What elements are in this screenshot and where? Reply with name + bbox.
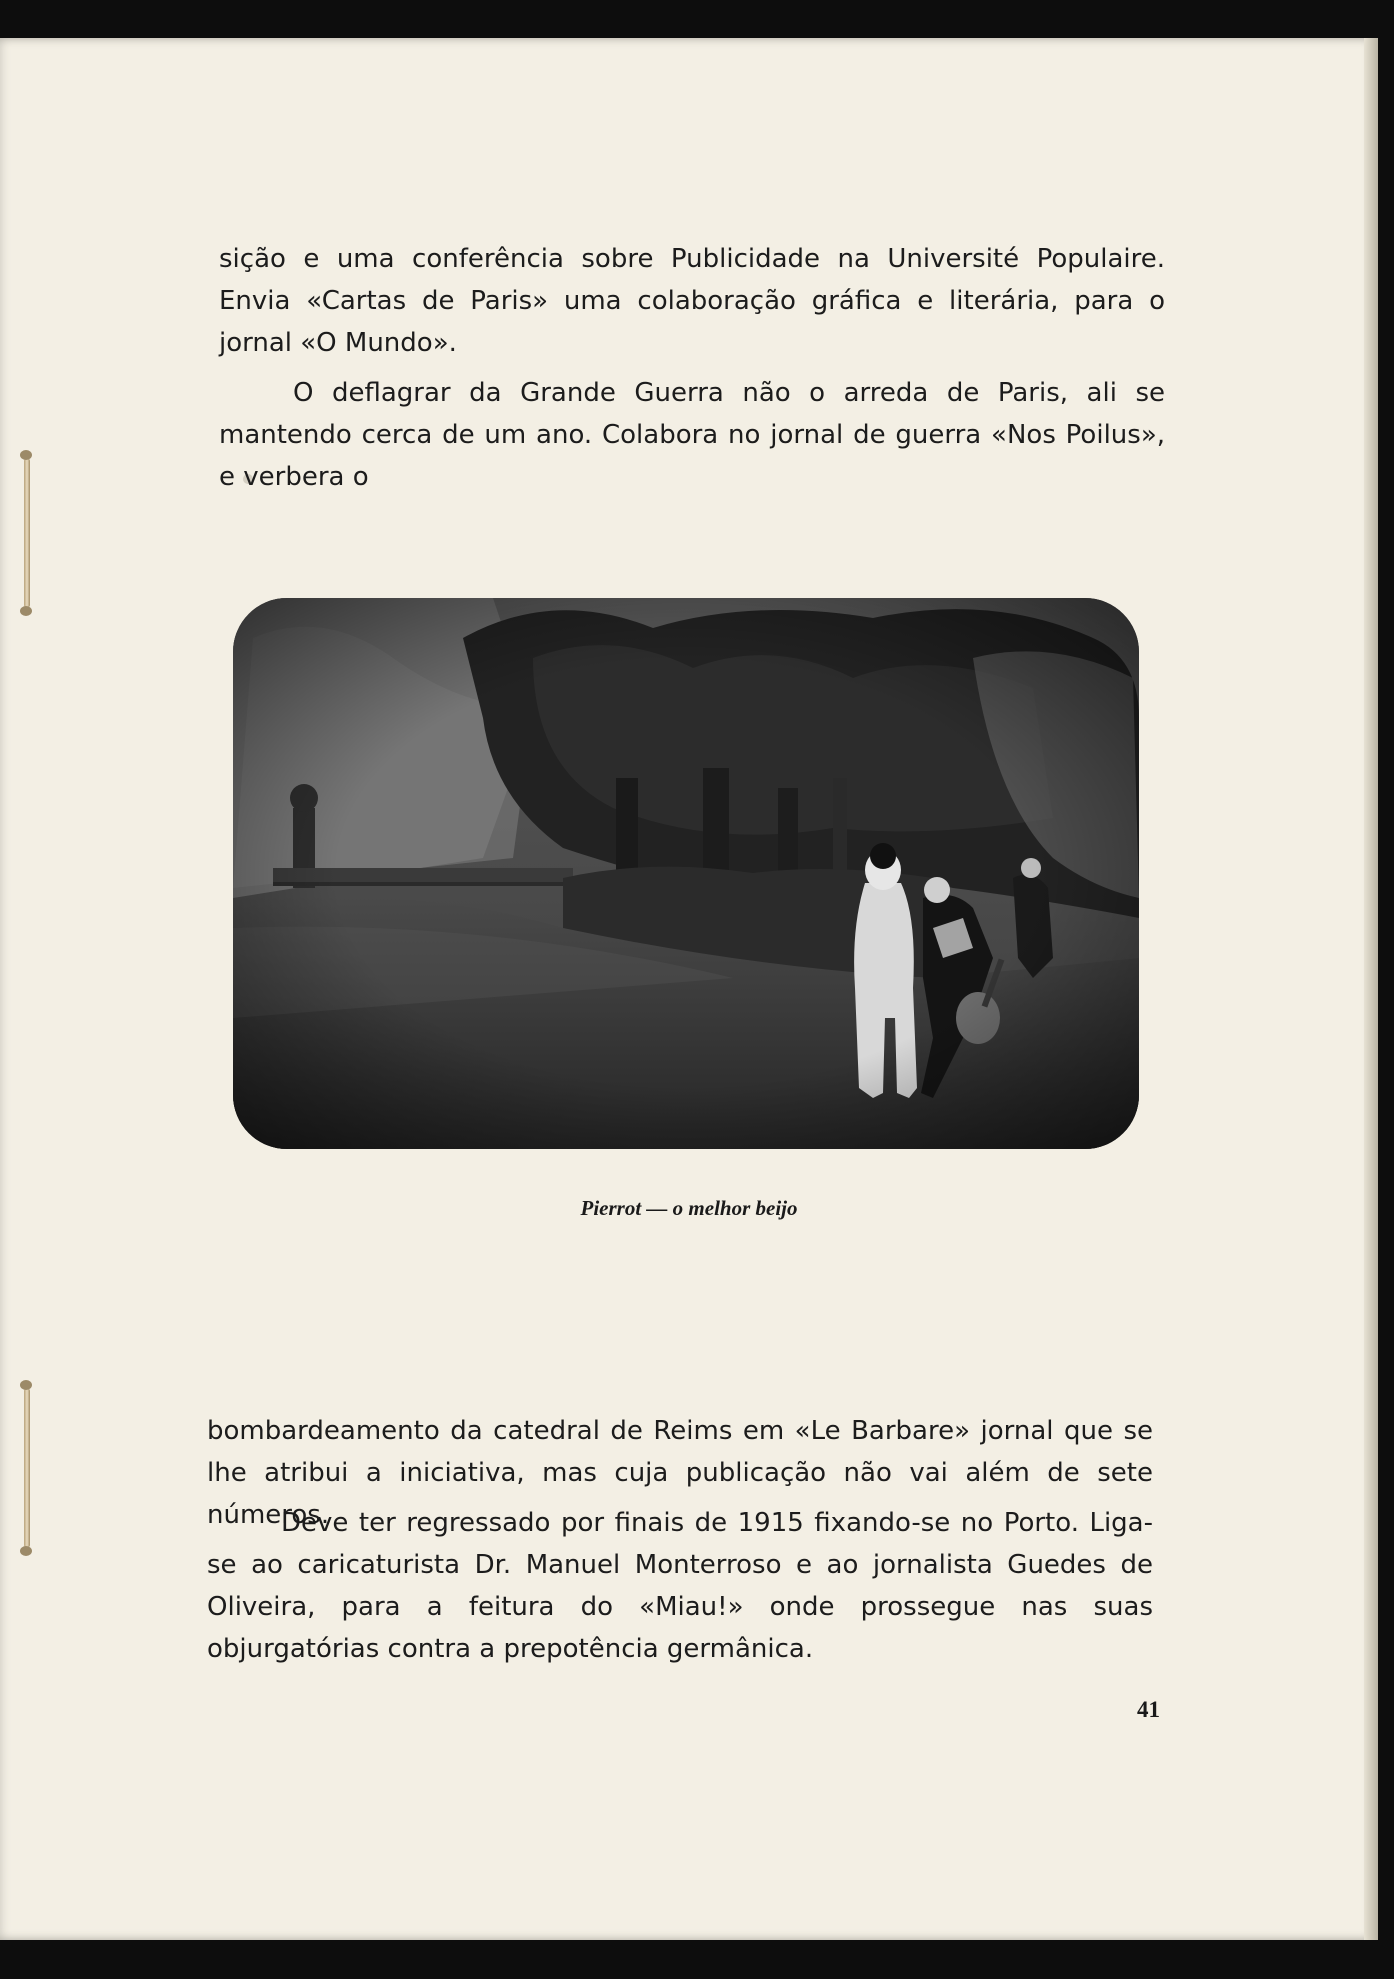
paragraph-2 <box>219 372 1165 498</box>
photo-image <box>233 598 1139 1149</box>
binding-stitch-bottom <box>24 1388 30 1548</box>
photo-pierrot <box>233 598 1139 1149</box>
page-number: 41 <box>1137 1697 1160 1722</box>
paragraph-2-text: O deflagrar da Grande Guerra não o arreda de Paris, ali se mantendo cerca de um ano. Colabora no jornal de guerra «Nos Poilus», e verbera o <box>219 378 1165 492</box>
paragraph-1 <box>219 238 1165 364</box>
stitch-knot <box>20 1546 32 1556</box>
page-edge <box>1364 38 1378 1940</box>
stitch-knot <box>20 606 32 616</box>
stitch-knot <box>20 1380 32 1390</box>
paragraph-3-text: bombardeamento da catedral de Reims em «Le Barbare» jornal que se lhe atribui a iniciativa, mas cuja publicação não vai além de sete números. <box>207 1416 1153 1530</box>
paragraph-4 <box>207 1502 1153 1670</box>
binding-stitch-top <box>24 458 30 608</box>
figure-caption: Pierrot — o melhor beijo <box>580 1196 798 1220</box>
paragraph-4-text: Deve ter regressado por finais de 1915 fixando-se no Porto. Liga-se ao caricaturista Dr. Manuel Monterroso e ao jornalista Guedes de Oliveira, para a feitura do «Miau!» onde prossegue nas suas objurgatórias contra a prepotência germânica. <box>207 1508 1153 1664</box>
stitch-knot <box>20 450 32 460</box>
book-page <box>0 38 1378 1940</box>
paragraph-1-text: sição e uma conferência sobre Publicidade na Université Populaire. Envia «Cartas de Paris» uma colaboração gráfica e literária, para o jornal «O Mundo». <box>219 244 1165 358</box>
